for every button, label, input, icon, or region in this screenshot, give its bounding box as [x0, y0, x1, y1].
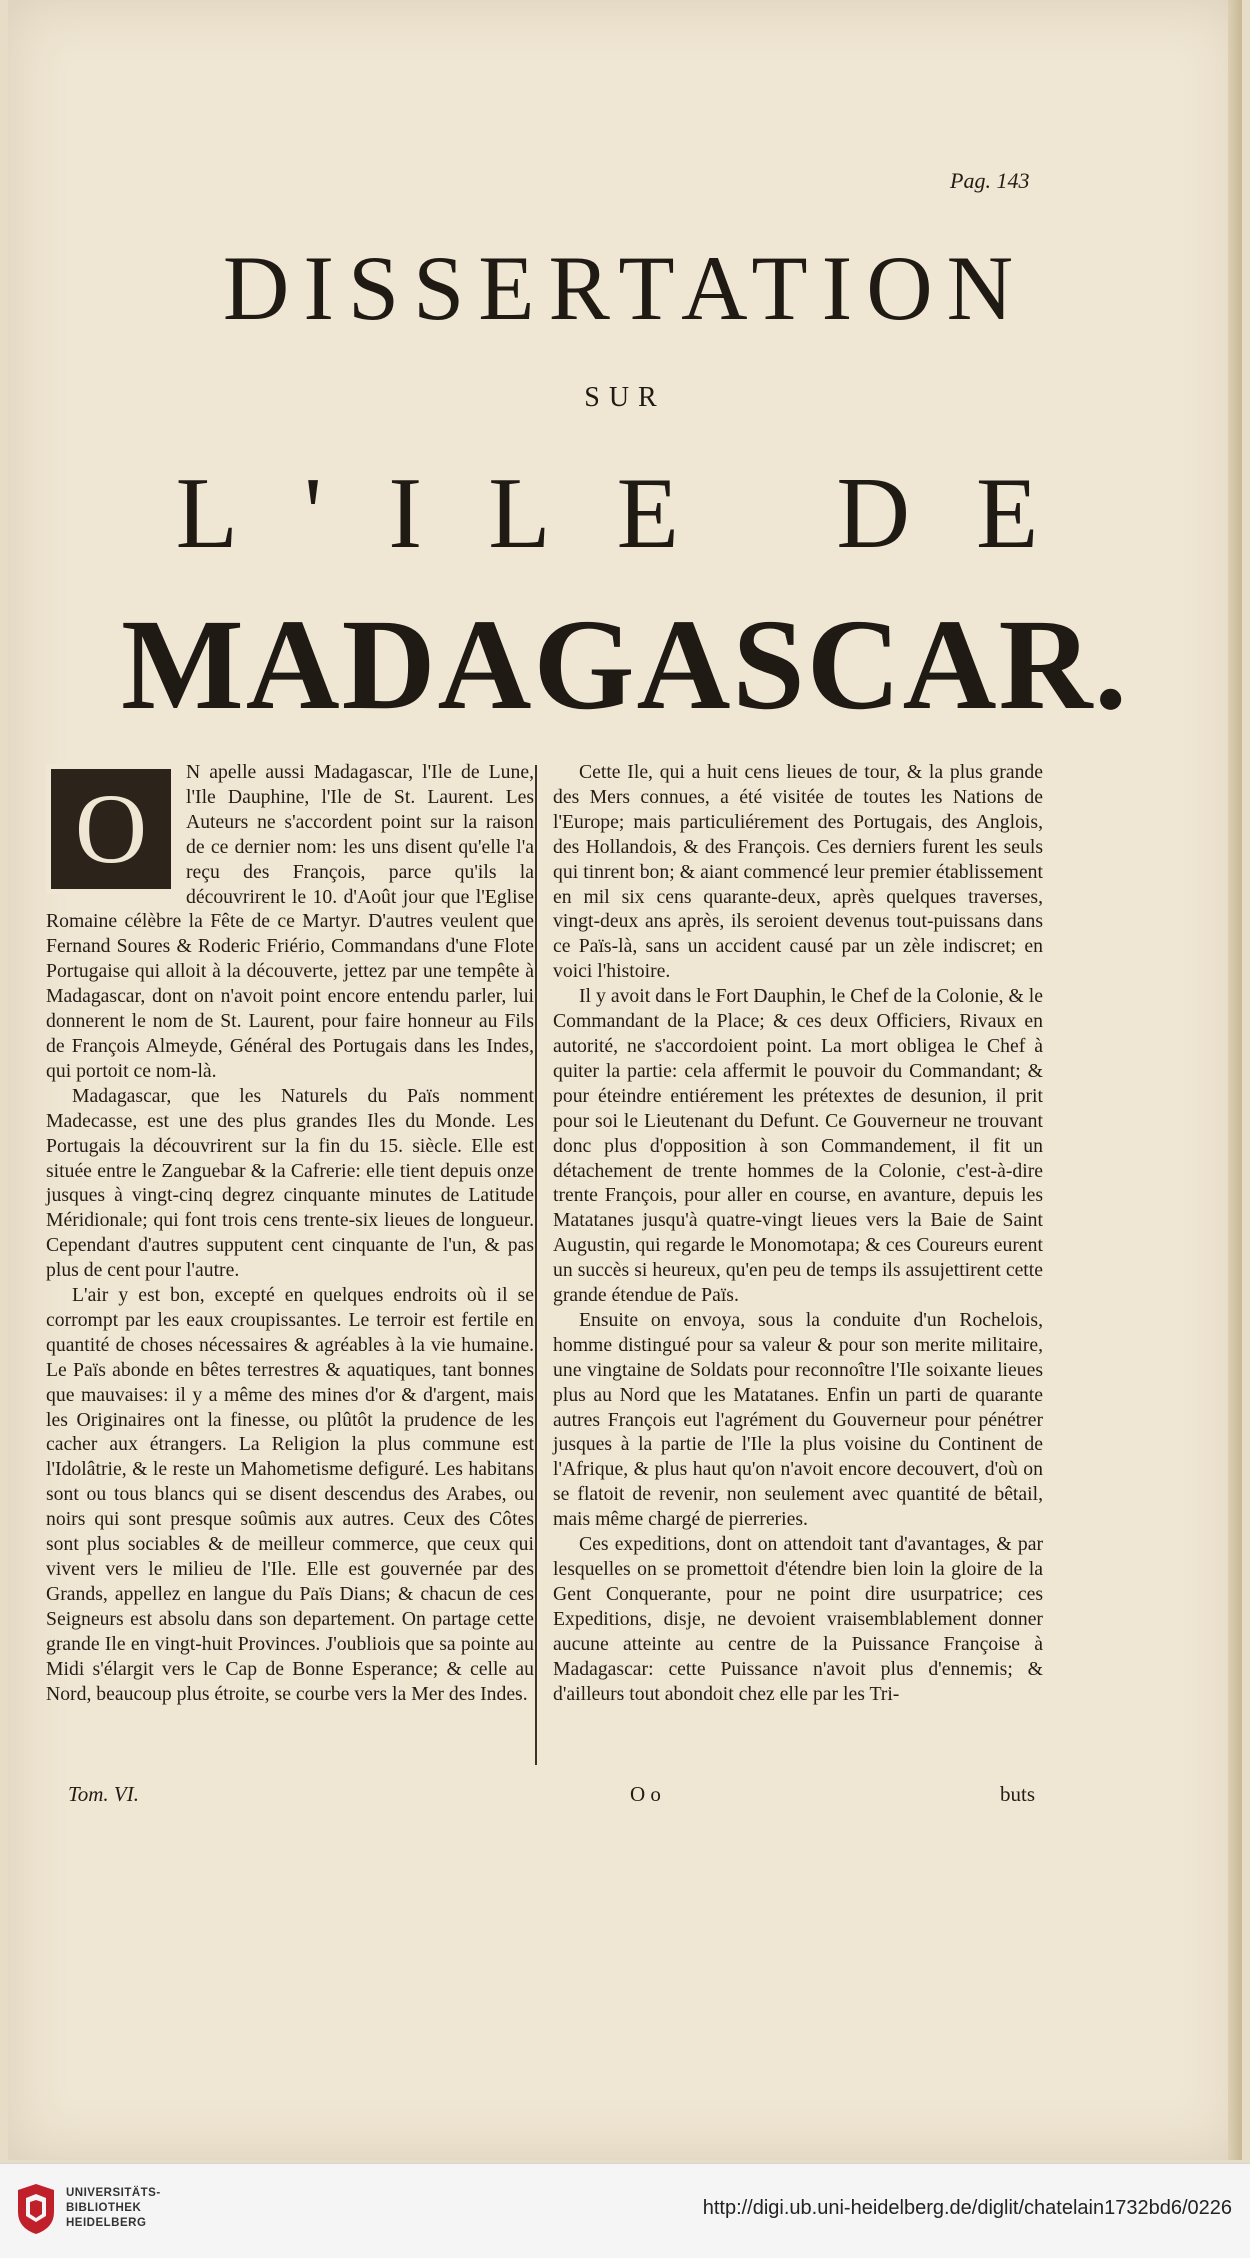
- paragraph: O N apelle aussi Madagascar, l'Ile de Lune, l'Ile Dauphine, l'Ile de St. Laurent. Les Auteurs ne s'accordent point sur la raison de ce dernier nom: les uns disent qu'elle l'a reçu des François, parce qu'ils la découvrirent le 10. d'Août jour que l'Eglise Romaine célèbre la Fête de ce Martyr. D'autres veulent que Fernand Soures & Roderic Friério, Commandans d'une Flote Portugaise qui alloit à la découverte, jettez par une tempête à Madagascar, dont on n'avoit point encore entendu parler, lui donnerent le nom de St. Laurent, pour faire honneur au Fils de François Almeyde, Général des Portugais dans les Indes, qui portoit ce nom-là.: [46, 761, 534, 1082]
- paragraph: Il y avoit dans le Fort Dauphin, le Chef de la Colonie, & le Commandant de la Place; & ces deux Officiers, Rivaux en autorité, ne s'accordoient point. La mort obligea le Chef à quiter la partie: cela affermit le pouvoir du Commandant; & pour éteindre entiérement les prétextes de desunion, il prit pour soi le Lieutenant du Defunt. Ce Gouverneur ne trouvant donc plus d'opposition à son Commandement, il fit un détachement de trente hommes de la Colonie, c'est-à-dire trente François, pour aller en course, en avanture, depuis les Matatanes jusqu'à quatre-vingt lieues vers la Baie de Saint Augustin, qui regarde le Monomotapa; & ces Coureurs eurent un succès si heureux, qu'en peu de temps ils assujettirent cette grande étendue de Païs.: [553, 985, 1043, 1307]
- title-madagascar: MADAGASCAR.: [121, 593, 1129, 737]
- title-sur: SUR: [584, 382, 666, 413]
- university-library-logo-icon[interactable]: [14, 2182, 58, 2236]
- catchword: buts: [1000, 1782, 1036, 1806]
- title-dissertation: DISSERTATION: [222, 237, 1028, 339]
- right-column: [553, 760, 1043, 1706]
- gathering-mark: O o: [630, 1782, 661, 1806]
- viewer-footer-bar: [0, 2163, 1250, 2258]
- library-name: UNIVERSITÄTS- BIBLIOTHEK HEIDELBERG: [66, 2187, 161, 2229]
- title-lile-de: L'ILE DE: [175, 457, 1105, 570]
- paragraph: L'air y est bon, excepté en quelques endroits où il se corrompt par les eaux croupissantes. Le terroir est fertile en quantité de choses nécessaires & agréables à la vie humaine. Le Païs abonde en bêtes terrestres & aquatiques, tant bonnes que mauvaises: il y a même des mines d'or & d'argent, mais les Originaires ont la finesse, ou plûtôt la prudence de les cacher aux étrangers. La Religion la plus commune est l'Idolâtrie, & le reste un Mahometisme defiguré. Les habitans sont ou tous blancs qui se disent descendus des Arabes, ou noirs qui sont presque soûmis aux autres. Ceux des Côtes sont plus sociables & de meilleur commerce, que ceux qui vivent vers le milieu de l'Ile. Elle est gouvernée par des Grands, appellez en langue du Païs Dians; & chacun de ces Seigneurs est absolu dans son departement. On partage cette grande Ile en vingt-huit Provinces. J'oubliois que sa pointe au Midi s'élargit vers le Cap de Bonne Esperance; & celle au Nord, beaucoup plus étroite, se courbe vers la Mer des Indes.: [46, 1284, 534, 1705]
- paragraph: Cette Ile, qui a huit cens lieues de tour, & la plus grande des Mers connues, a été visitée de toutes les Nations de l'Europe; mais particuliérement des Portugais, des Anglois, des Hollandois, & des François. Ces derniers furent les seuls qui tinrent bon; & aiant commencé leur premier établissement en mil six cens quarante-deux, après quelques traverses, vingt-deux ans après, ils seroient devenus tout-puissans dans ce Païs-là, sans un accident causé par un zèle indiscret; en voici l'histoire.: [553, 761, 1043, 983]
- left-column: [46, 760, 534, 1706]
- ornamental-dropcap: O: [46, 764, 176, 894]
- signature-mark: Tom. VI.: [68, 1782, 139, 1806]
- source-url-link[interactable]: http://digi.ub.uni-heidelberg.de/diglit/chatelain1732bd6/0226: [702, 2197, 1232, 2219]
- paragraph: Ensuite on envoya, sous la conduite d'un Rochelois, homme distingué pour sa valeur & pour son merite militaire, une vingtaine de Soldats pour reconnoître l'Ile soixante lieues plus au Nord que les Matatanes. Enfin un parti de quarante autres François eut l'agrément du Gouverneur pour pénétrer jusques à la partie de l'Ile la plus voisine du Continent de l'Afrique, & plus haut qu'on n'avoit encore decouvert, d'où on se flatoit de revenir, non seulement avec quantité de bêtail, mais même chargé de pierreries.: [553, 1308, 1043, 1531]
- column-rule: [535, 765, 537, 1765]
- paragraph: Ces expeditions, dont on attendoit tant d'avantages, & par lesquelles on se promettoit d'étendre bien loin la gloire de la Gent Conquerante, pour ne point dire usurpatrice; ces Expeditions, disje, ne devoient vraisemblablement donner aucune atteinte au centre de la Puissance Françoise à Madagascar: cette Puissance n'avoit plus d'ennemis; & d'ailleurs tout abondoit chez elle par les Tri-: [553, 1533, 1043, 1705]
- paragraph: Madagascar, que les Naturels du Païs nomment Madecasse, est une des plus grandes Iles du Monde. Les Portugais la découvrirent sur la fin du 15. siècle. Elle est située entre le Zanguebar & la Cafrerie: elle tient depuis onze jusques à vingt-cinq degrez cinquante minutes de Latitude Méridionale; qui font trois cens trente-six lieues de longueur. Cependant d'autres supputent cent cinquante de l'un, & pas plus de cent pour l'autre.: [46, 1084, 534, 1282]
- page-number: Pag. 143: [950, 168, 1030, 193]
